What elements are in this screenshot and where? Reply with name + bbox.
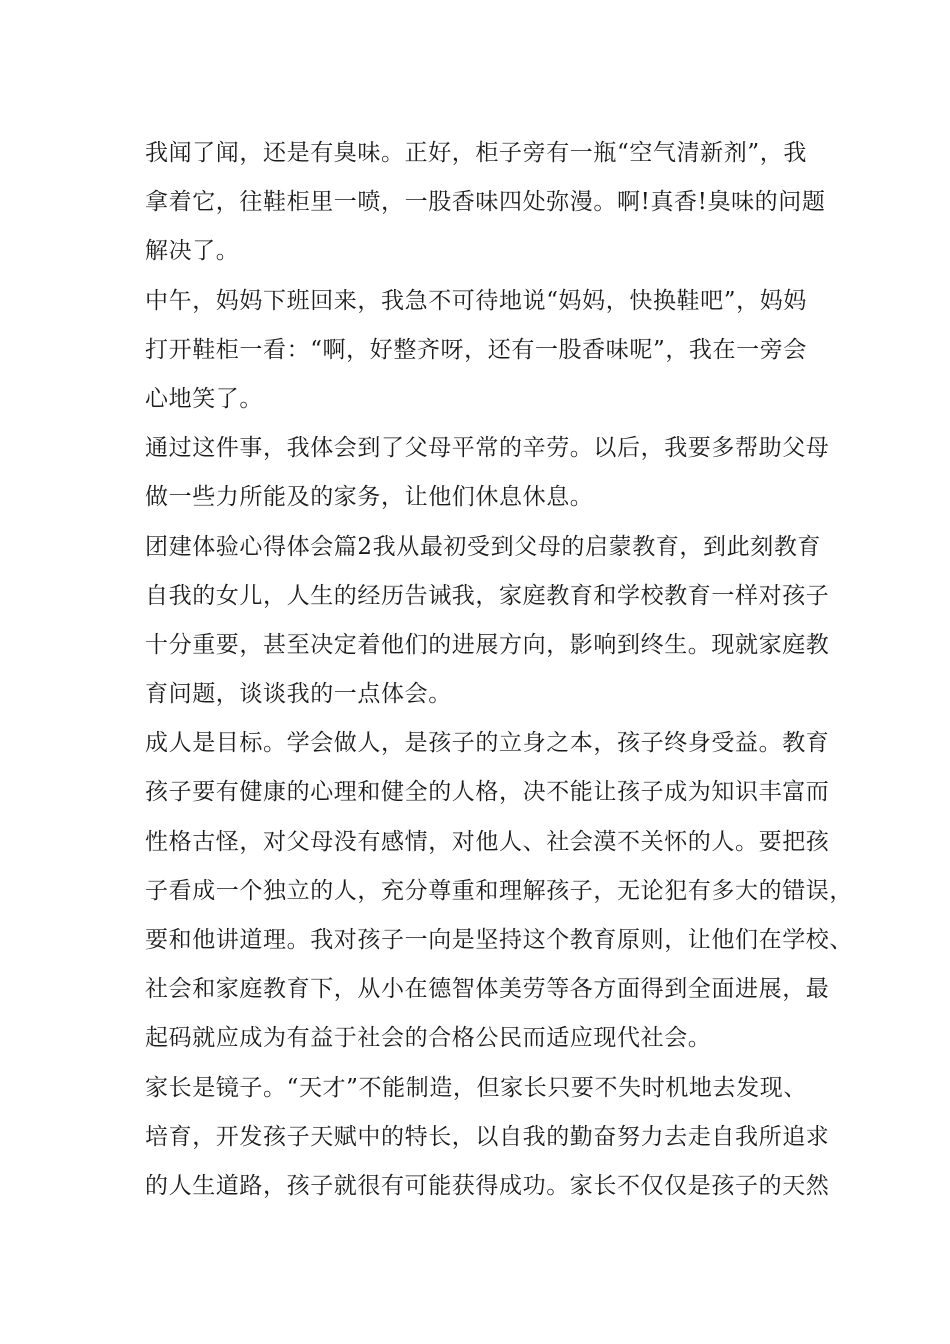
text-line: 的人生道路，孩子就很有可能获得成功。家长不仅仅是孩子的天然 <box>145 1172 830 1199</box>
text-line: 做一些力所能及的家务，让他们休息休息。 <box>145 484 594 511</box>
text-line: 起码就应成为有益于社会的合格公民而适应现代社会。 <box>145 1025 712 1052</box>
text-line: 通过这件事，我体会到了父母平常的辛劳。以后，我要多帮助父母 <box>145 435 830 462</box>
text-line: 家长是镜子。“天才”不能制造，但家长只要不失时机地去发现、 <box>145 1074 807 1101</box>
text-line: 要和他讲道理。我对孩子一向是坚持这个教育原则，让他们在学校、 <box>145 927 853 953</box>
text-line: 我闻了闻，还是有臭味。正好，柜子旁有一瓶“空气清新剂”，我 <box>145 140 807 166</box>
text-line: 打开鞋柜一看：“啊，好整齐呀，还有一股香味呢”，我在一旁会 <box>145 336 807 363</box>
text-line: 拿着它，往鞋柜里一喷，一股香味四处弥漫。啊!真香!臭味的问题 <box>145 189 826 216</box>
document-body <box>145 129 853 1211</box>
text-line: 培育，开发孩子天赋中的特长，以自我的勤奋努力去走自我所追求 <box>145 1123 830 1150</box>
text-line: 团建体验心得体会篇2我从最初受到父母的启蒙教育，到此刻教育 <box>145 533 822 560</box>
text-line: 中午，妈妈下班回来，我急不可待地说“妈妈，快换鞋吧”，妈妈 <box>145 287 807 314</box>
text-line: 子看成一个独立的人，充分尊重和理解孩子，无论犯有多大的错误， <box>145 877 853 904</box>
text-line: 社会和家庭教育下，从小在德智体美劳等各方面得到全面进展，最 <box>145 976 830 1003</box>
text-line: 十分重要，甚至决定着他们的进展方向，影响到终生。现就家庭教 <box>145 631 830 658</box>
text-line: 心地笑了。 <box>145 385 263 412</box>
text-line: 育问题，谈谈我的一点体会。 <box>145 681 452 708</box>
text-line: 孩子要有健康的心理和健全的人格，决不能让孩子成为知识丰富而 <box>145 779 830 806</box>
text-line: 解决了。 <box>145 238 240 265</box>
text-line: 成人是目标。学会做人，是孩子的立身之本，孩子终身受益。教育 <box>145 730 830 757</box>
text-line: 性格古怪，对父母没有感情，对他人、社会漠不关怀的人。要把孩 <box>145 828 830 855</box>
text-line: 自我的女儿，人生的经历告诫我，家庭教育和学校教育一样对孩子 <box>145 582 830 609</box>
